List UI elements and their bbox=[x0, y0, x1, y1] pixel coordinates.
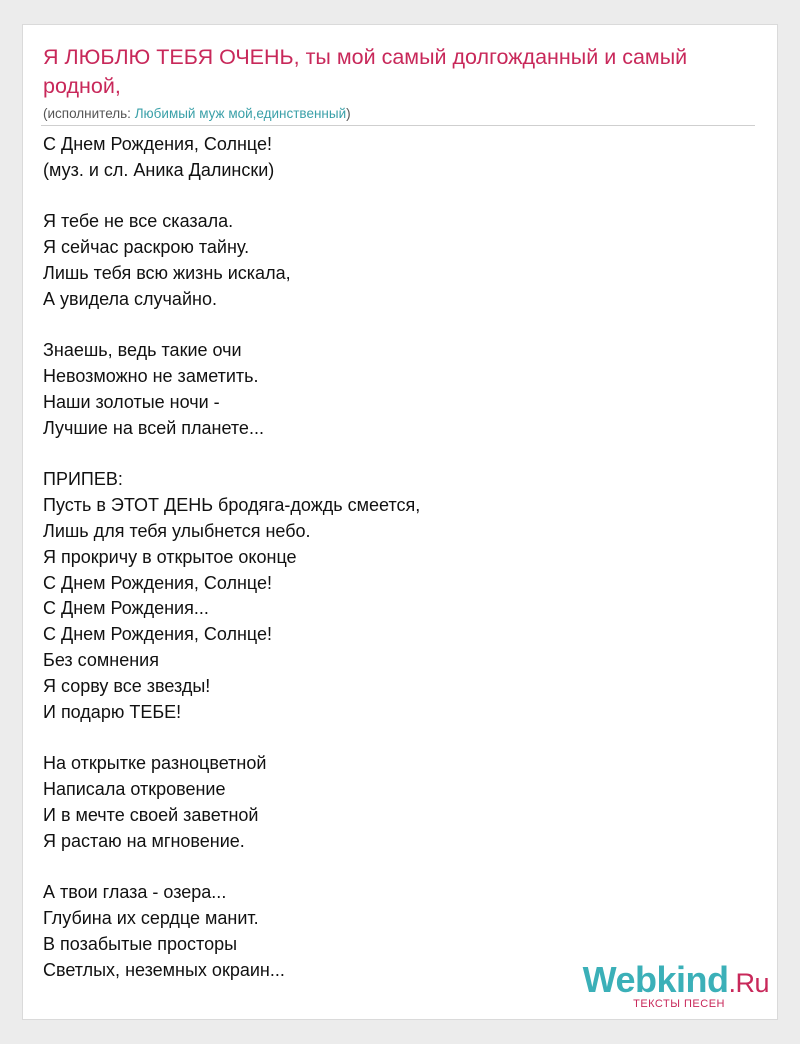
lyric-line: Я сейчас раскрою тайну. bbox=[43, 237, 250, 258]
lyric-line: Лучшие на всей планете... bbox=[43, 417, 264, 438]
artist-link[interactable]: Любимый муж мой,единственный bbox=[134, 106, 347, 121]
lyric-line: Светлых, неземных окраин... bbox=[43, 959, 285, 980]
lyric-line: А увидела случайно. bbox=[43, 288, 217, 309]
lyric-line: Я прокричу в открытое оконце bbox=[43, 546, 297, 567]
lyric-line: С Днем Рождения, Солнце! bbox=[43, 624, 273, 645]
lyric-line: С Днем Рождения, Солнце! bbox=[43, 134, 273, 154]
artist-suffix: ) bbox=[346, 106, 351, 121]
logo-tagline: ТЕКСТЫ ПЕСЕН bbox=[633, 998, 725, 1010]
lyric-line: И подарю ТЕБЕ! bbox=[43, 701, 182, 722]
lyric-blank-line bbox=[43, 313, 743, 339]
lyric-line: ПРИПЕВ: bbox=[43, 469, 123, 490]
lyrics-page bbox=[22, 24, 778, 1020]
lyric-blank-line bbox=[43, 725, 743, 751]
lyric-blank-line bbox=[43, 854, 743, 880]
lyric-line: Пусть в ЭТОТ ДЕНЬ бродяга-дождь смеется, bbox=[43, 495, 421, 516]
lyric-line: Наши золотые ночи - bbox=[43, 391, 220, 412]
lyric-line: Я растаю на мгновение. bbox=[43, 830, 245, 851]
lyric-line: В позабытые просторы bbox=[43, 933, 238, 954]
artist-prefix: (исполнитель: bbox=[43, 106, 135, 121]
song-header bbox=[43, 43, 753, 123]
lyric-line: Глубина их сердце манит. bbox=[43, 907, 259, 928]
lyric-line: Без сомнения bbox=[43, 649, 159, 670]
lyric-line: (муз. и сл. Аника Далински) bbox=[43, 159, 275, 180]
header-divider bbox=[41, 125, 755, 126]
lyric-line: С Днем Рождения, Солнце! bbox=[43, 572, 273, 593]
song-title: Я ЛЮБЛЮ ТЕБЯ ОЧЕНЬ, ты мой самый долгожданный и самый родной, bbox=[43, 45, 688, 98]
logo-word: Webkind bbox=[582, 959, 729, 1000]
lyric-line: Написала откровение bbox=[43, 778, 226, 799]
logo-wordmark bbox=[569, 961, 769, 1002]
lyric-line: И в мечте своей заветной bbox=[43, 804, 259, 825]
artist-line bbox=[43, 105, 753, 123]
lyric-blank-line bbox=[43, 442, 743, 468]
lyric-line: Лишь для тебя улыбнется небо. bbox=[43, 520, 311, 541]
lyric-line: Я сорву все звезды! bbox=[43, 675, 211, 696]
lyric-line: Знаешь, ведь такие очи bbox=[43, 340, 242, 361]
site-logo[interactable] bbox=[569, 961, 769, 1009]
logo-tld: .Ru bbox=[728, 968, 769, 998]
lyric-line: На открытке разноцветной bbox=[43, 753, 267, 774]
lyrics-body bbox=[43, 132, 743, 983]
lyric-line: Я тебе не все сказала. bbox=[43, 211, 234, 232]
lyric-line: С Днем Рождения... bbox=[43, 598, 209, 619]
lyric-line: А твои глаза - озера... bbox=[43, 882, 227, 903]
lyric-line: Невозможно не заметить. bbox=[43, 366, 259, 387]
lyric-line: Лишь тебя всю жизнь искала, bbox=[43, 262, 291, 283]
lyric-blank-line bbox=[43, 184, 743, 210]
